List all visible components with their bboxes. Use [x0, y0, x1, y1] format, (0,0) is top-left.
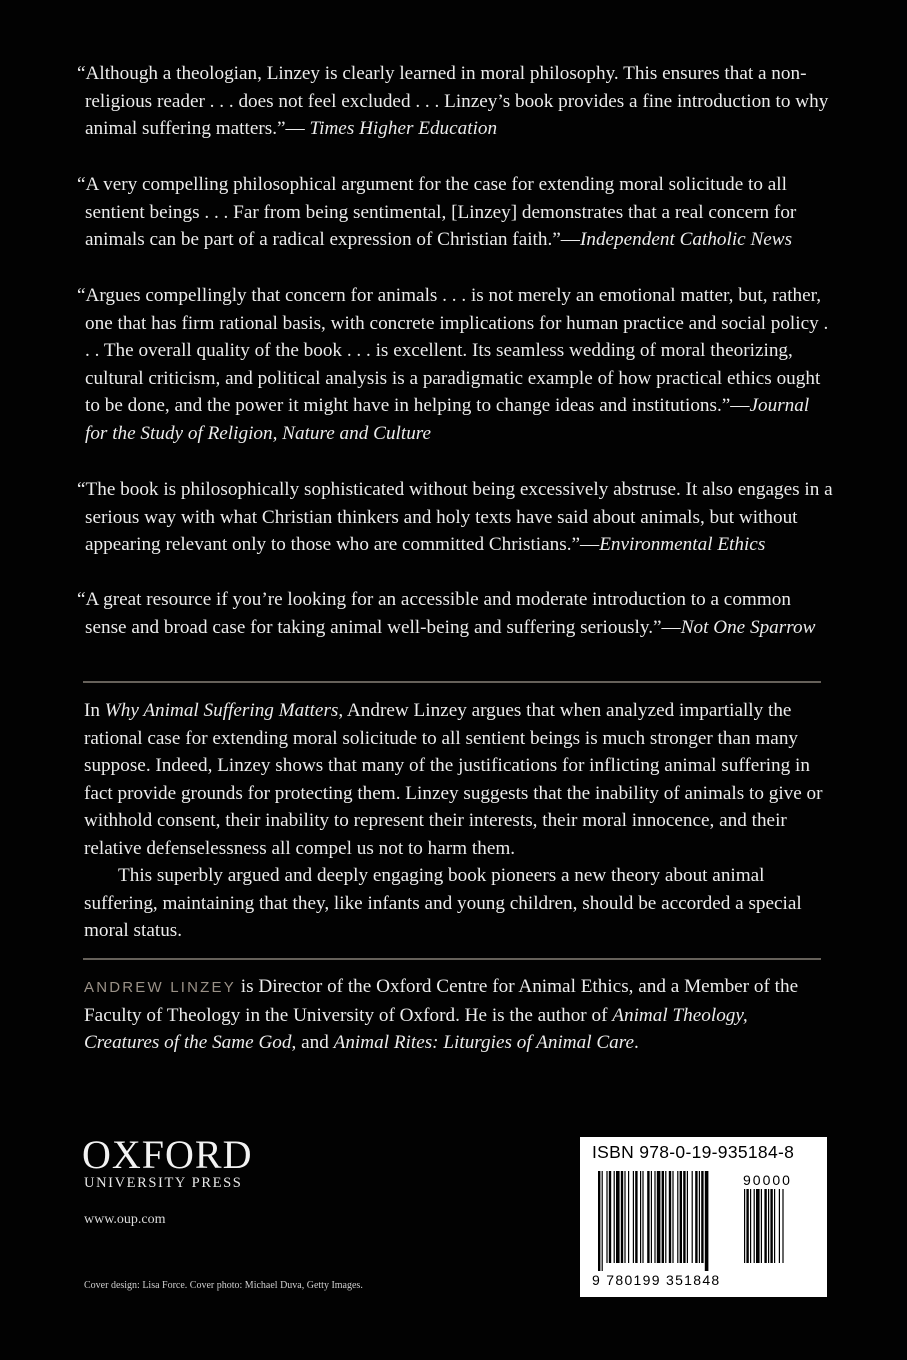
book-animal-theology: Animal Theology, — [612, 1004, 748, 1026]
ean-digits: 9 780199 351848 — [592, 1272, 721, 1288]
university-press-label: UNIVERSITY PRESS — [84, 1175, 243, 1191]
price-code: 90000 — [743, 1172, 792, 1188]
quote-source: Independent Catholic News — [579, 229, 793, 250]
divider-top — [83, 681, 821, 683]
quote-text: “A very compelling philosophical argument for the case for extending moral solicitude to all sentient beings . . . Far from being sentimental, [Linzey] demonstrates that a real concern for animals can be part of a radical expression of Christian faith.”— — [77, 174, 797, 250]
book-title: Why Animal Suffering Matters — [104, 700, 339, 721]
quote-source: Not One Sparrow — [680, 616, 816, 638]
publisher-url: www.oup.com — [84, 1212, 166, 1227]
book-description — [84, 697, 834, 945]
bio-end: . — [634, 1032, 639, 1053]
quote-text: “A great resource if you’re looking for an accessible and moderate introduction to a common sense and broad case for taking animal well-being and suffering seriously.”— — [77, 589, 791, 638]
description-intro: In — [84, 700, 105, 721]
quote-source: Environmental Ethics — [599, 534, 766, 555]
quote-source: Times Higher Education — [309, 118, 498, 139]
description-body: , Andrew Linzey argues that when analyzed impartially the rational case for extending moral solicitude to all sentient beings is much stronger than many suppose. Indeed, Linzey shows that many of the justifications for inflicting animal suffering in fact provide grounds for protecting them. Linzey suggests that the inability of animals to give or withhold consent, their inability to represent their interests, their moral innocence, and their relative defenselessness all compel us not to harm them. — [84, 700, 823, 859]
oxford-logo: OXFORD — [82, 1132, 253, 1177]
cover-credits: Cover design: Lisa Force. Cover photo: Michael Duva, Getty Images. — [84, 1280, 363, 1291]
review-quote-5 — [77, 586, 835, 641]
quote-text: “Although a theologian, Linzey is clearly learned in moral philosophy. This ensures that a non-religious reader . . . does not feel excluded . . . Linzey’s book provides a fine introduction to why animal suffering matters.”— — [77, 63, 829, 139]
description-paragraph-2: This superbly argued and deeply engaging book pioneers a new theory about animal suffering, maintaining that they, like infants and young children, should be accorded a special moral status. — [84, 865, 802, 941]
review-quote-2 — [77, 171, 835, 254]
description-paragraph-1 — [84, 697, 834, 862]
quote-text: “The book is philosophically sophisticated without being excessively abstruse. It also engages in a serious way with what Christian thinkers and holy texts have said about animals, but without appearing relevant only to those who are committed Christians.”— — [77, 479, 833, 555]
book-animal-rites: Animal Rites: Liturgies of Animal Care — [333, 1032, 635, 1053]
review-quote-4 — [77, 476, 835, 559]
quote-source: Journal for the Study of Religion, Nature and Culture — [85, 395, 810, 444]
review-quote-3 — [77, 282, 835, 447]
quote-text: “Argues compellingly that concern for animals . . . is not merely an emotional matter, but, rather, one that has firm rational basis, with concrete implications for human practice and social policy . . . The overall quality of the book . . . is excellent. Its seamless wedding of moral theorizing, cultural criticism, and political analysis is a paradigmatic example of how practical ethics ought to be done, and the power it might have in helping to change ideas and institutions.”— — [77, 285, 829, 416]
author-bio — [84, 973, 824, 1057]
divider-bottom — [83, 958, 821, 960]
book-creatures: Creatures of the Same God — [84, 1032, 292, 1053]
bio-text: is Director of the Oxford Centre for Animal Ethics, and a Member of the Faculty of Theology in the University of Oxford. He is the author of — [84, 976, 799, 1026]
author-name: ANDREW LINZEY — [84, 979, 236, 996]
isbn-text: ISBN 978-0-19-935184-8 — [592, 1142, 795, 1162]
bio-separator: , and — [291, 1032, 334, 1053]
review-quote-1 — [77, 60, 835, 143]
